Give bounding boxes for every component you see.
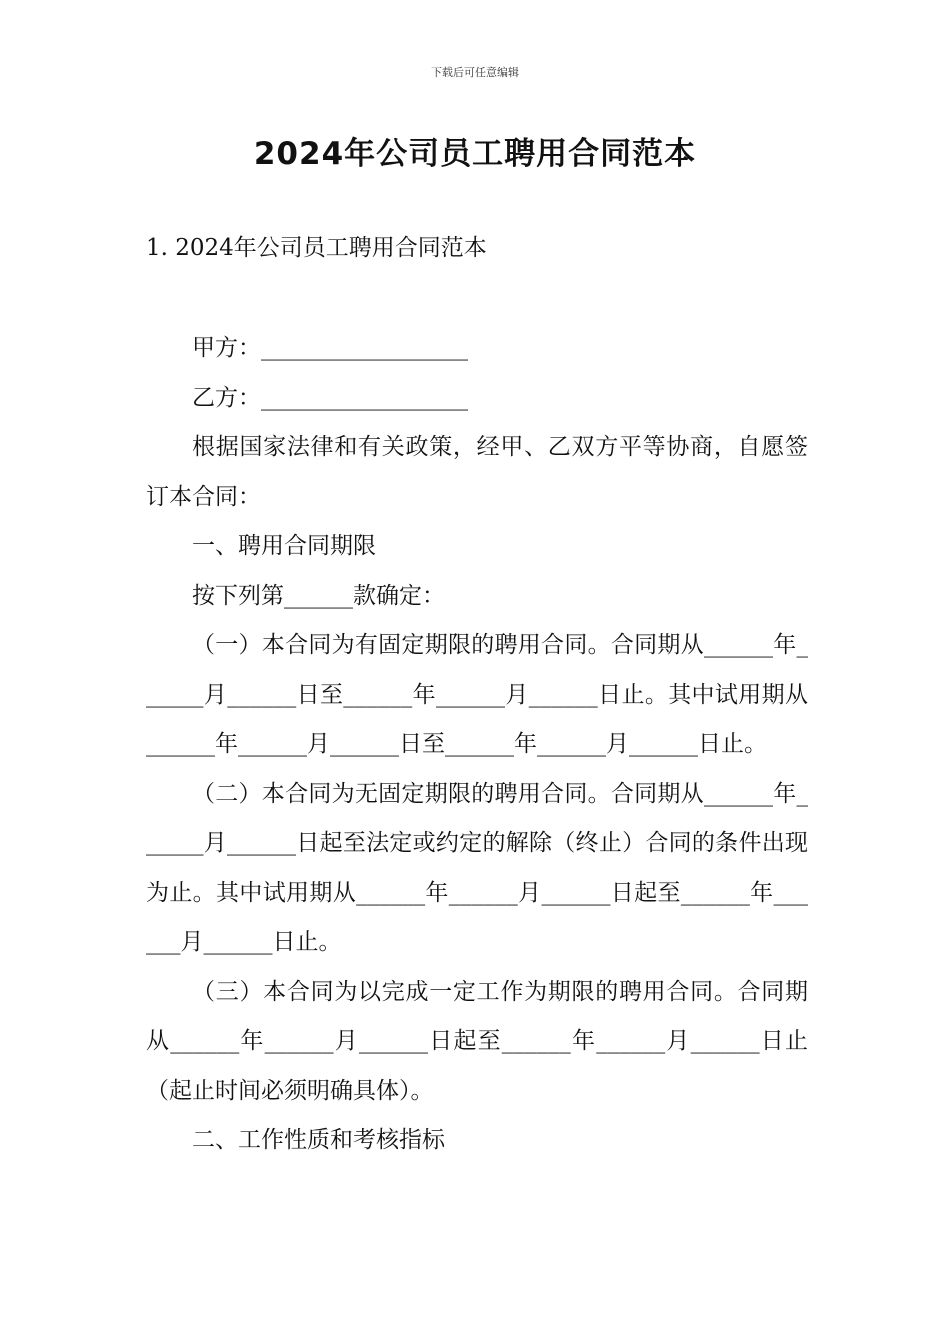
section-heading-work-nature: 二、工作性质和考核指标 bbox=[192, 1127, 445, 1153]
party-a-line: 甲方：__________________ bbox=[192, 335, 468, 361]
party-b-line: 乙方：__________________ bbox=[192, 384, 468, 411]
clause-fixed-term: （一）本合同为有固定期限的聘用合同。合同期从______年______月______日至______年______月______日止。其中试用期从______年______月______日至______年______月______日止。 bbox=[146, 632, 808, 757]
download-note: 下载后可任意编辑 bbox=[431, 66, 519, 79]
clause-open-term: （二）本合同为无固定期限的聘用合同。合同期从______年______月______日起至法定或约定的解除（终止）合同的条件出现为止。其中试用期从______年______月______日起至______年______月______日止。 bbox=[146, 780, 808, 955]
section-subtitle: 1. 2024年公司员工聘用合同范本 bbox=[146, 235, 487, 261]
preamble-paragraph: 根据国家法律和有关政策，经甲、乙双方平等协商，自愿签订本合同： bbox=[146, 434, 808, 510]
contract-body bbox=[146, 324, 808, 1166]
document-title: 2024年公司员工聘用合同范本 bbox=[253, 136, 697, 172]
section-heading-term: 一、聘用合同期限 bbox=[192, 533, 376, 559]
clause-selection-line: 按下列第______款确定： bbox=[192, 582, 445, 609]
clause-task-term: （三）本合同为以完成一定工作为期限的聘用合同。合同期从______年______月______日起至______年______月______日止（起止时间必须明确具体）。 bbox=[146, 978, 808, 1104]
